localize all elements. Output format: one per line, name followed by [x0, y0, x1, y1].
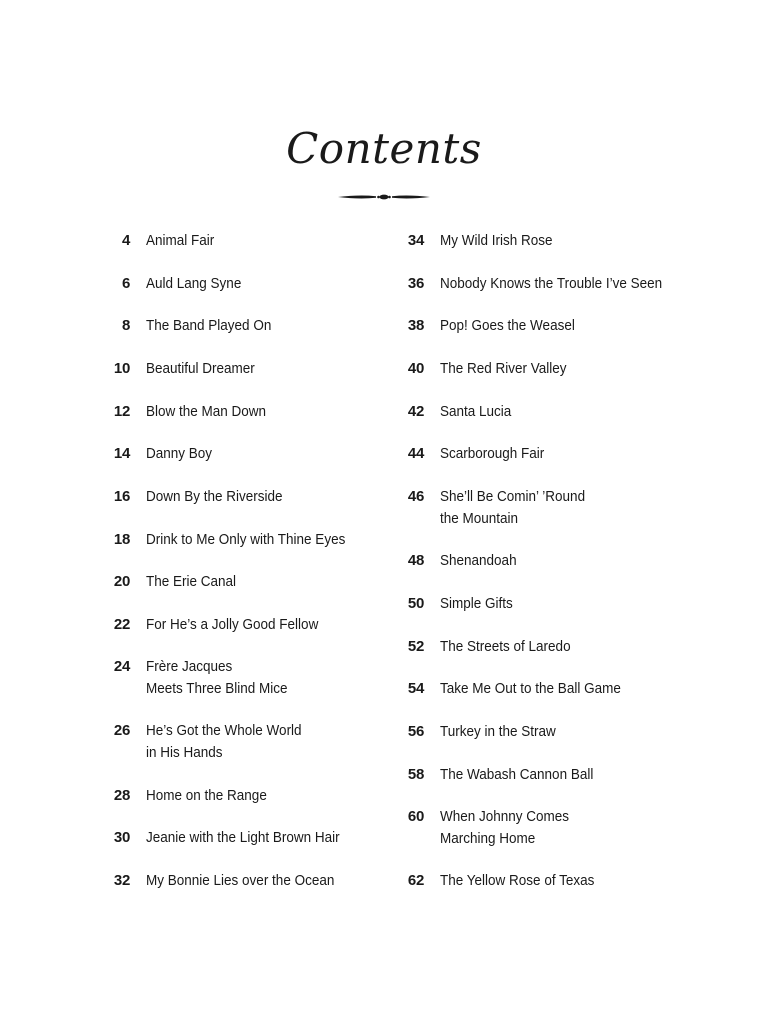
toc-title-line: in His Hands — [146, 744, 223, 761]
toc-title-line: Shenandoah — [440, 552, 517, 569]
toc-title-line: My Bonnie Lies over the Ocean — [146, 872, 335, 889]
toc-title-line: She’ll Be Comin’ ’Round — [440, 488, 586, 505]
toc-title-line: the Mountain — [440, 510, 519, 527]
toc-page-number: 52 — [407, 638, 424, 655]
toc-page-number: 62 — [407, 872, 424, 889]
toc-page-number: 44 — [407, 445, 424, 462]
toc-title-line: The Red River Valley — [440, 360, 567, 377]
toc-title-line: Danny Boy — [146, 445, 213, 462]
toc-title-line: Auld Lang Syne — [146, 275, 242, 292]
toc-page-number: 36 — [407, 275, 424, 292]
toc-title-line: When Johnny Comes — [440, 808, 570, 825]
toc-page-number: 32 — [113, 872, 130, 889]
toc-page-number: 14 — [113, 445, 130, 462]
toc-page-number: 30 — [113, 829, 130, 846]
toc-title-line: Pop! Goes the Weasel — [440, 317, 575, 334]
toc-title-line: Jeanie with the Light Brown Hair — [146, 829, 340, 846]
toc-page-number: 24 — [113, 658, 130, 675]
toc-title-line: He’s Got the Whole World — [146, 722, 302, 739]
toc-page-number: 46 — [407, 488, 424, 505]
toc-page-number: 20 — [113, 573, 130, 590]
toc-title-line: Blow the Man Down — [146, 403, 267, 420]
toc-title-line: Meets Three Blind Mice — [146, 680, 288, 697]
toc-page-number: 58 — [407, 766, 424, 783]
toc-title-line: The Wabash Cannon Ball — [440, 766, 594, 783]
toc-page-number: 8 — [121, 317, 130, 334]
toc-page-number: 6 — [121, 275, 130, 292]
toc-page-number: 10 — [113, 360, 130, 377]
toc-page-number: 26 — [113, 722, 130, 739]
toc-page-number: 18 — [113, 531, 130, 548]
toc-page-number: 50 — [407, 595, 424, 612]
toc-title-line: Home on the Range — [146, 787, 267, 804]
toc-title-line: Down By the Riverside — [146, 488, 283, 505]
toc-page-number: 56 — [407, 723, 424, 740]
toc-page-number: 22 — [113, 616, 130, 633]
toc-page-number: 40 — [407, 360, 424, 377]
toc-title-line: Scarborough Fair — [440, 445, 545, 462]
toc-title-line: The Erie Canal — [146, 573, 237, 590]
toc-page-number: 42 — [407, 403, 424, 420]
divider-ornament-icon — [334, 190, 434, 204]
toc-title-line: Animal Fair — [146, 232, 215, 249]
toc-page-number: 12 — [113, 403, 130, 420]
toc-title-line: My Wild Irish Rose — [440, 232, 553, 249]
toc-page-number: 60 — [407, 808, 424, 825]
toc-page-number: 16 — [113, 488, 130, 505]
toc-title-line: Santa Lucia — [440, 403, 512, 420]
toc-title-line: The Yellow Rose of Texas — [440, 872, 595, 889]
toc-title-line: Take Me Out to the Ball Game — [440, 680, 621, 697]
toc-title-line: Marching Home — [440, 830, 536, 847]
toc-title-line: Drink to Me Only with Thine Eyes — [146, 531, 346, 548]
toc-page-number: 54 — [407, 680, 424, 697]
toc-page-number: 28 — [113, 787, 130, 804]
toc-title-line: Frère Jacques — [146, 658, 233, 675]
page-title: Contents — [286, 124, 482, 173]
toc-title-line: The Streets of Laredo — [440, 638, 571, 655]
toc-title-line: The Band Played On — [146, 317, 272, 334]
toc-title-line: For He’s a Jolly Good Fellow — [146, 616, 319, 633]
toc-title-line: Nobody Knows the Trouble I’ve Seen — [440, 275, 663, 292]
toc-title-line: Beautiful Dreamer — [146, 360, 255, 377]
toc-title-line: Turkey in the Straw — [440, 723, 556, 740]
toc-page-number: 48 — [407, 552, 424, 569]
toc-page-number: 34 — [407, 232, 424, 249]
toc-page-number: 4 — [121, 232, 130, 249]
toc-page-number: 38 — [407, 317, 424, 334]
toc-title-line: Simple Gifts — [440, 595, 513, 612]
